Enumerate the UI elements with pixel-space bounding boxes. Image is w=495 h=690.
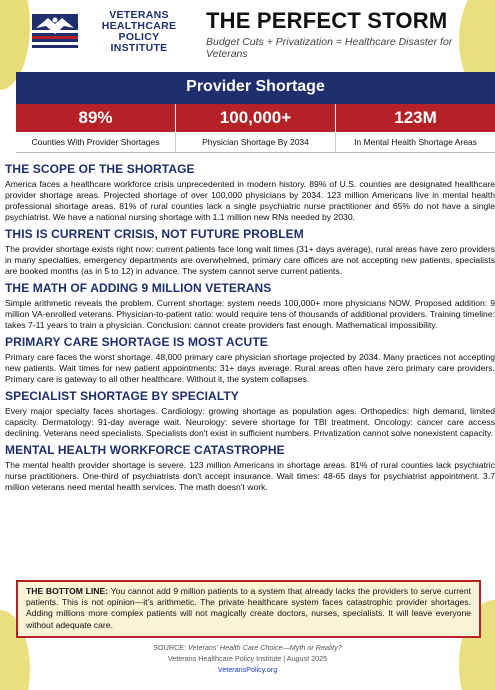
page-title: THE PERFECT STORM [206, 8, 448, 33]
stat-label-physicians: Physician Shortage By 2034 [176, 132, 336, 152]
section-body: The provider shortage exists right now: current patients face long wait times (31+ days average), rural areas have zero providers in many specialties, emergency departments are overwhelmed, primary care offices are not accepting new patients, specialists are booked months (as in 5 to 12) in advance. The system cannot serve current patients. [5, 244, 495, 276]
section-heading: MENTAL HEALTH WORKFORCE CATASTROPHE [5, 443, 285, 457]
footer-source-title: Veterans' Health Care Choice—Myth or Reality? [188, 643, 342, 652]
stat-label-counties: Counties With Provider Shortages [16, 132, 176, 152]
stat-label-mental-health: In Mental Health Shortage Areas [354, 137, 477, 147]
content [5, 158, 495, 495]
section-mental-health [5, 443, 495, 493]
footer-credit: Veterans Healthcare Policy Institute | August 2025 [167, 654, 328, 663]
header [0, 0, 495, 68]
section-body: Primary care faces the worst shortage. 48,000 primary care physician shortage projected by 2034. Many practices not accepting new patients. Wait times for new patient appointments: 31+ days average. Rural areas often have zero primary care providers. Primary care is gateway to all other healthcare. Without it, the system collapses. [5, 352, 495, 384]
footer-source-prefix: SOURCE: [153, 643, 189, 652]
footer [0, 642, 495, 675]
section-body: Simple arithmetic reveals the problem. Current shortage: system needs 100,000+ more physicians NOW. Proposed addition: 9 million VA-enrolled veterans. Physician-to-patient ratio: would require tens of thousands of additional providers. Training timeline: takes 7-11 years to train a physician. Conclusion: cannot create providers fast enough. Mathematical impossibility. [5, 298, 495, 330]
section-body: America faces a healthcare workforce crisis unprecedented in modern history. 89% of U.S. counties are designated healthcare provider shortage areas. Projected shortage of over 100,000 physicians by 2034. 123 million Americans live in mental health professional shortage areas. 81% of rural counties lack a single psychiatric nurse practitioner and 65% do not have a single psychiatrist. We have a national nursing shortage with 1.1 million new RNs needed by 2030. [5, 179, 495, 222]
section-body: The mental health provider shortage is severe. 123 million Americans in shortage areas. 81% of rural counties lack psychiatric nurse practitioners. One-third of psychiatrists don't accept insurance. Wait times: 48-65 days for psychiatrist appointment. 3.7 million veterans need mental health services. The math doesn't work. [5, 460, 495, 492]
org-name-line-3: POLICY [118, 31, 160, 43]
org-name-line-4: INSTITUTE [110, 42, 168, 54]
section-heading: THE SCOPE OF THE SHORTAGE [5, 162, 195, 176]
stats-bar [16, 104, 495, 132]
stats-labels [16, 132, 495, 153]
footer-source [0, 642, 495, 653]
bottom-line-box [16, 580, 481, 638]
section-math [5, 281, 495, 331]
org-name-line-2: HEALTHCARE [101, 20, 177, 32]
section-heading: PRIMARY CARE SHORTAGE IS MOST ACUTE [5, 335, 268, 349]
stat-value-counties: 89% [16, 104, 176, 132]
section-heading: THE MATH OF ADDING 9 MILLION VETERANS [5, 281, 272, 295]
section-body: Every major specialty faces shortages. Cardiology: growing shortage as population ages. Orthopedics: high demand, limited capacity. Dermatology: 91-day average wait. Neurology: severe shortage for TBI treatment. Oncology: cancer care access declining. Veterans need specialists. Specialists don't exist in sufficient numbers. Privatization cannot solve nonexistent capacity. [5, 406, 495, 438]
bottom-line-text [26, 586, 471, 631]
section-primary-care [5, 335, 495, 385]
section-specialist [5, 389, 495, 439]
org-name-line-1: VETERANS [109, 9, 169, 21]
section-current-crisis [5, 227, 495, 277]
eagle-flag-logo-icon [30, 8, 80, 54]
section-banner [16, 72, 495, 104]
bottom-line-body: You cannot add 9 million patients to a system that already lacks the providers to serve current patients. This is not opinion—it's arithmetic. The private healthcare system faces catastrophic provider shortages. Adding millions more complex patients will not magically create doctors, nurses, specialists. It will leave everyone without adequate care. [26, 586, 472, 630]
page-subtitle: Budget Cuts + Privatization = Healthcare Disaster for Veterans [206, 36, 453, 60]
section-heading: THIS IS CURRENT CRISIS, NOT FUTURE PROBLEM [5, 227, 304, 241]
bottom-line-label: THE BOTTOM LINE: [26, 586, 109, 596]
stat-value-mental-health: 123M [394, 108, 437, 127]
footer-website-link[interactable]: VeteransPolicy.org [217, 665, 278, 674]
section-scope [5, 162, 495, 223]
banner-title: Provider Shortage [186, 78, 325, 95]
section-heading: SPECIALIST SHORTAGE BY SPECIALTY [5, 389, 239, 403]
stat-value-physicians: 100,000+ [176, 104, 336, 132]
org-name [84, 10, 194, 54]
